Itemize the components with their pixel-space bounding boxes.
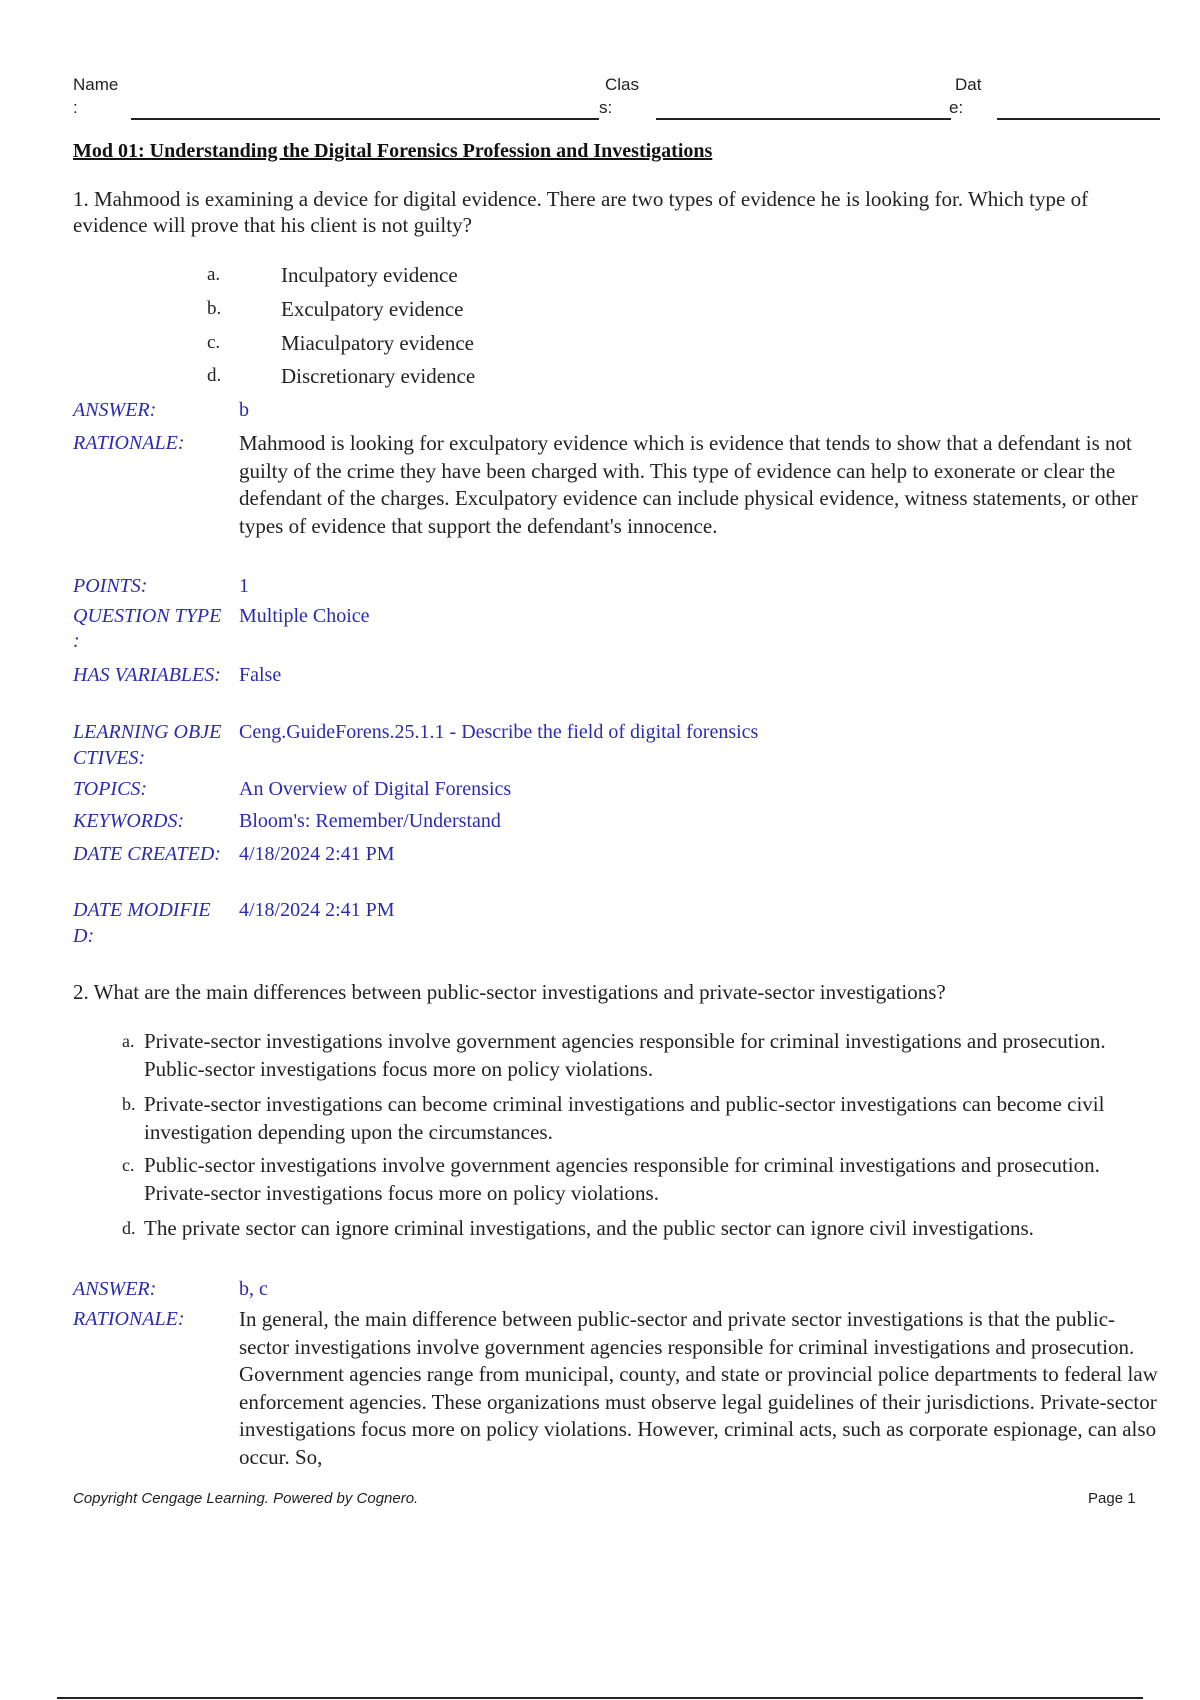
q1-rationale-label: RATIONALE:	[73, 432, 185, 454]
q2-option-b-letter: b.	[122, 1094, 136, 1114]
q1-modified-label-cont: D:	[73, 925, 95, 947]
q1-qtype-value: Multiple Choice	[239, 605, 370, 627]
q1-lo-label-cont: CTIVES:	[73, 747, 146, 769]
q1-keywords-value: Bloom's: Remember/Understand	[239, 810, 501, 832]
q1-lo-value: Ceng.GuideForens.25.1.1 - Describe the field of digital forensics	[239, 721, 759, 743]
name-label: Name	[73, 75, 119, 94]
q1-option-a-letter: a.	[207, 264, 221, 285]
q1-option-c-letter: c.	[207, 332, 221, 353]
date-field-line[interactable]	[997, 118, 1160, 120]
q1-rationale-text: Mahmood is looking for exculpatory evidence which is evidence that tends to show that a defendant is not guilty of the crime they have been charged with. This type of evidence can help to exonerate or clear the defendant of the charges. Exculpatory evidence can include physical evidence, witness statements, or other types of evidence that support the defendant's innocence.	[239, 431, 1138, 538]
q1-option-c: Miaculpatory evidence	[281, 331, 474, 355]
q1-option-d: Discretionary evidence	[281, 364, 476, 388]
copyright-footer: Copyright Cengage Learning. Powered by Cognero.	[73, 1490, 419, 1507]
q1-answer-value: b	[239, 399, 249, 421]
class-field-line[interactable]	[656, 118, 951, 120]
q2-option-c: Public-sector investigations involve government agencies responsible for criminal investigations and prosecution. Private-sector investigations focus more on policy violations.	[144, 1153, 1100, 1205]
q2-rationale-label: RATIONALE:	[73, 1308, 185, 1330]
q2-option-d: The private sector can ignore criminal investigations, and the public sector can ignore civil investigations.	[144, 1216, 1034, 1240]
q2-answer-value: b, c	[239, 1278, 268, 1300]
q1-option-b-letter: b.	[207, 298, 222, 319]
q1-lo-label: LEARNING OBJE	[73, 721, 222, 743]
q2-option-a: Private-sector investigations involve government agencies responsible for criminal investigations and prosecution. Public-sector investigations focus more on policy violations.	[144, 1029, 1106, 1081]
name-label-colon: :	[73, 98, 78, 117]
page-number: Page 1	[1088, 1490, 1136, 1507]
q1-qtype-label-cont: :	[73, 630, 80, 652]
q1-hasvar-value: False	[239, 664, 282, 686]
q2-answer-label: ANSWER:	[73, 1278, 157, 1300]
q1-points-label: POINTS:	[73, 575, 148, 597]
q1-created-value: 4/18/2024 2:41 PM	[239, 843, 395, 865]
question-1-text: 1. Mahmood is examining a device for digital evidence. There are two types of evidence he is looking for. Which type of evidence will prove that his client is not guilty?	[73, 187, 1089, 237]
q1-qtype-label: QUESTION TYPE	[73, 605, 222, 627]
date-label: Dat	[955, 75, 982, 94]
q2-option-b: Private-sector investigations can become criminal investigations and public-sector investigations can become civil investigation depending upon the circumstances.	[144, 1092, 1105, 1144]
q1-answer-label: ANSWER:	[73, 399, 157, 421]
class-label: Clas	[605, 75, 640, 94]
q1-topics-value: An Overview of Digital Forensics	[239, 778, 512, 800]
q2-rationale-text: In general, the main difference between public-sector and private sector investigations is that the public-sector investigations involve government agencies responsible for criminal investigations and prosecution. Government agencies range from municipal, county, and state or provincial police departments to federal law enforcement agencies. These organizations must observe legal guidelines of their jurisdictions. Private-sector investigations focus more on policy violations. However, criminal acts, such as corporate espionage, can also occur. So,	[239, 1307, 1158, 1469]
page-separator	[57, 1697, 1143, 1699]
q2-option-c-letter: c.	[122, 1155, 135, 1175]
module-title: Mod 01: Understanding the Digital Forensics Profession and Investigations	[73, 140, 713, 162]
q1-hasvar-label: HAS VARIABLES:	[73, 664, 221, 686]
q1-keywords-label: KEYWORDS:	[73, 810, 185, 832]
q2-option-a-letter: a.	[122, 1031, 135, 1051]
q1-created-label: DATE CREATED:	[73, 843, 221, 865]
q1-option-d-letter: d.	[207, 365, 222, 386]
date-label-cont: e:	[949, 98, 964, 117]
q1-topics-label: TOPICS:	[73, 778, 148, 800]
q2-option-d-letter: d.	[122, 1218, 136, 1238]
q1-option-b: Exculpatory evidence	[281, 297, 464, 321]
q1-points-value: 1	[239, 575, 249, 597]
q1-option-a: Inculpatory evidence	[281, 263, 458, 287]
class-label-cont: s:	[599, 98, 613, 117]
name-field-line[interactable]	[131, 118, 599, 120]
q1-modified-value: 4/18/2024 2:41 PM	[239, 899, 395, 921]
q1-modified-label: DATE MODIFIE	[73, 899, 211, 921]
question-2-text: 2. What are the main differences between public-sector investigations and private-sector investigations?	[73, 980, 946, 1004]
